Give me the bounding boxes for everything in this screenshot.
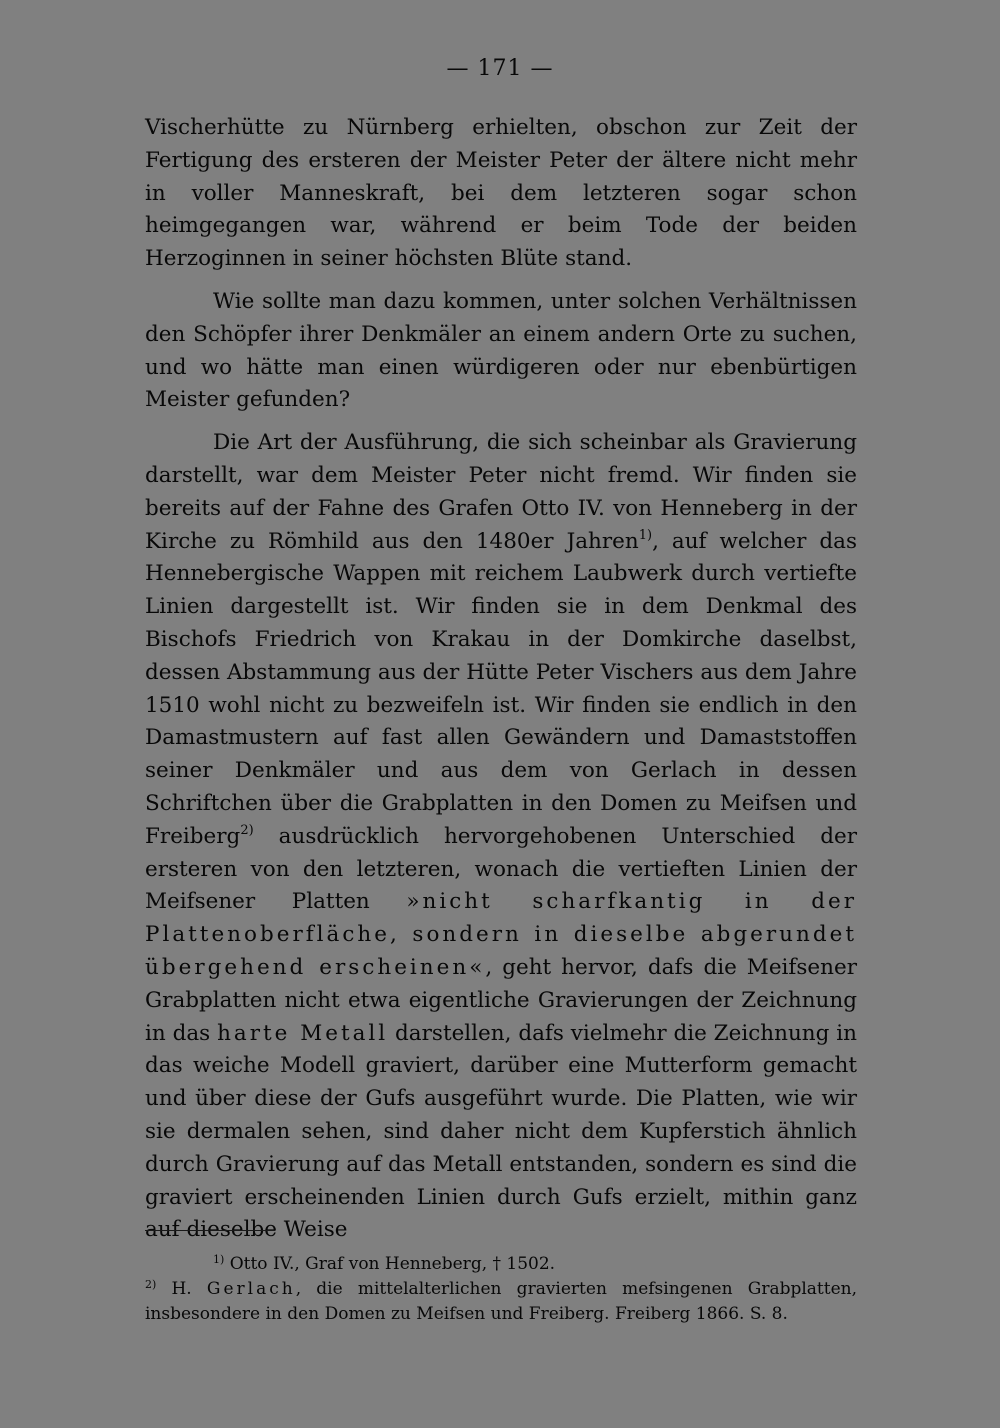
footnote-marker: 2) xyxy=(145,1278,157,1291)
text-segment: Vischerhütte zu Nürnberg erhielten, obschon zur Zeit der Fertigung des ersteren der Meister Peter der ältere nicht mehr in voller Manneskraft, bei dem letzteren sogar schon heimgegangen war, während er beim Tode der beiden Herzoginnen in seiner höchsten Blüte stand. xyxy=(145,115,857,272)
paragraph xyxy=(145,427,857,1247)
emphasized-text: Gerlach xyxy=(206,1279,296,1299)
footnote-reference: 1) xyxy=(638,527,653,543)
footnote-reference: 2) xyxy=(240,822,254,838)
body-text xyxy=(145,112,857,1257)
text-segment: , geht hervor, dafs die Meifsener Grabplatten nicht etwa eigentliche Gravierungen der Zeichnung in das xyxy=(145,954,857,1046)
text-segment: , auf welcher das Hennebergische Wappen mit reichem Laubwerk durch vertiefte Linien dargestellt ist. Wir finden sie in dem Denkmal des Bischofs Friedrich von Krakau in der Domkirche daselbst, dessen Abstammung aus der Hütte Peter Vischers aus dem Jahre 1510 wohl nicht zu bezweifeln ist. Wir finden sie endlich in den Damastmustern auf fast allen Gewändern und Damaststoffen seiner Denkmäler und aus dem von Gerlach in dessen Schriftchen über die Grabplatten in den Domen zu Meifsen und Freiberg xyxy=(145,528,857,849)
paragraph xyxy=(145,112,857,276)
page-number: — 171 — xyxy=(446,56,554,81)
footnote-divider xyxy=(145,1230,275,1231)
text-segment: Die Art der Ausführung, die sich scheinbar als Gravierung darstellt, war dem Meister Peter nicht fremd. Wir finden sie bereits auf der Fahne des Grafen Otto IV. von Henneberg in der Kirche zu Römhild aus den 1480er Jahren xyxy=(145,430,857,554)
footnote xyxy=(145,1277,857,1327)
paragraph xyxy=(145,286,857,417)
text-segment: H. xyxy=(156,1279,207,1299)
text-segment: ausdrücklich hervorgehobenen Unterschied der ersteren von den letzteren, wonach die vertieften Linien der Meifsener Platten xyxy=(145,823,857,915)
footnote xyxy=(145,1252,857,1277)
emphasized-text: harte Metall xyxy=(217,1020,389,1046)
text-segment: darstellen, dafs vielmehr die Zeichnung in das weiche Modell graviert, darüber eine Mutterform gemacht und über diese der Gufs ausgeführt wurde. Die Platten, wie wir sie dermalen sehen, sind daher nicht dem Kupferstich ähnlich durch Gravierung auf das Metall entstanden, sondern es sind die graviert erscheinenden Linien durch Gufs erzielt, mithin ganz auf dieselbe Weise xyxy=(145,1020,857,1243)
text-segment: , die mittelalterlichen gravierten mefsingenen Grabplatten, insbesondere in den Domen zu Meifsen und Freiberg. Freiberg 1866. S. 8. xyxy=(145,1279,857,1324)
text-segment: Wie sollte man dazu kommen, unter solchen Verhältnissen den Schöpfer ihrer Denkmäler an einem andern Orte zu suchen, und wo hätte man einen würdigeren oder nur ebenbürtigen Meister gefunden? xyxy=(145,288,857,413)
footnote-marker: 1) xyxy=(213,1253,225,1266)
text-segment: Otto IV., Graf von Henneberg, † 1502. xyxy=(224,1254,556,1274)
footnotes xyxy=(145,1252,857,1327)
emphasized-text: »nicht scharfkantig in der Plattenoberfläche, sondern in dieselbe abgerundet übergehend erscheinen« xyxy=(145,889,858,980)
